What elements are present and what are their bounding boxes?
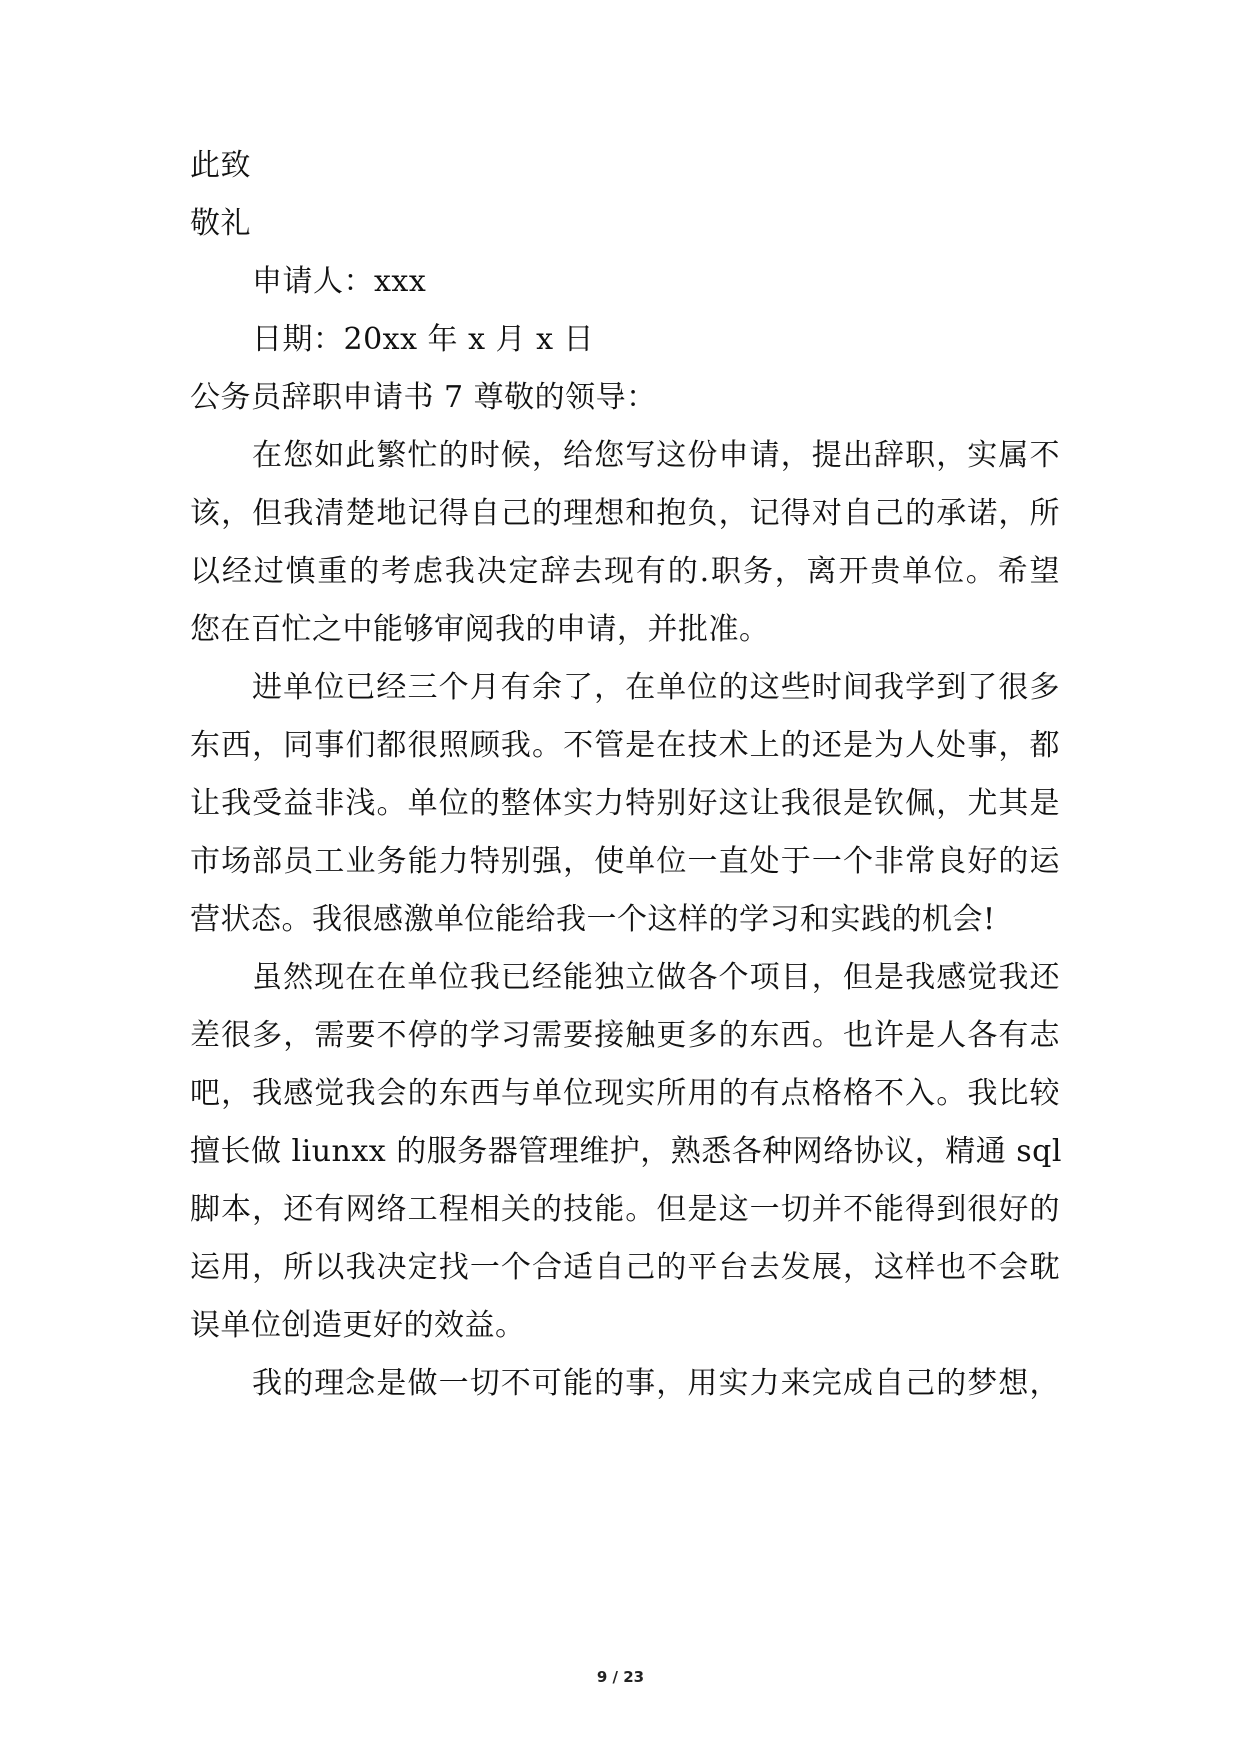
paragraph-3-line-7: 误单位创造更好的效益。 (190, 1308, 526, 1343)
paragraph-3-line-4: 擅长做 liunxx 的服务器管理维护，熟悉各种网络协议，精通 sql (190, 1134, 1062, 1169)
paragraph-3-line-2: 差很多，需要不停的学习需要接触更多的东西。也许是人各有志 (190, 1018, 1060, 1053)
salutation-cizhi: 此致 (190, 148, 251, 183)
date-line: 日期：20xx 年 x 月 x 日 (252, 322, 595, 357)
paragraph-1-line-2: 该，但我清楚地记得自己的理想和抱负，记得对自己的承诺，所 (190, 496, 1060, 531)
paragraph-2-line-1: 进单位已经三个月有余了，在单位的这些时间我学到了很多 (252, 670, 1060, 705)
page-number: 9 / 23 (596, 1668, 645, 1686)
paragraph-2-line-2: 东西，同事们都很照顾我。不管是在技术上的还是为人处事，都 (190, 728, 1060, 763)
paragraph-1-line-1: 在您如此繁忙的时候，给您写这份申请，提出辞职，实属不 (252, 438, 1060, 473)
section-heading: 公务员辞职申请书 7 尊敬的领导： (190, 380, 657, 415)
paragraph-3-line-6: 运用，所以我决定找一个合适自己的平台去发展，这样也不会耽 (190, 1250, 1060, 1285)
paragraph-3-line-1: 虽然现在在单位我已经能独立做各个项目，但是我感觉我还 (252, 960, 1060, 995)
paragraph-2-line-4: 市场部员工业务能力特别强，使单位一直处于一个非常良好的运 (190, 844, 1060, 879)
applicant-line: 申请人：xxx (252, 264, 427, 299)
paragraph-3-line-3: 吧，我感觉我会的东西与单位现实所用的有点格格不入。我比较 (190, 1076, 1060, 1111)
paragraph-1-line-4: 您在百忙之中能够审阅我的申请，并批准。 (190, 612, 770, 647)
salutation-jingli: 敬礼 (190, 206, 251, 241)
paragraph-2-line-5: 营状态。我很感激单位能给我一个这样的学习和实践的机会! (190, 902, 996, 937)
paragraph-3-line-5: 脚本，还有网络工程相关的技能。但是这一切并不能得到很好的 (190, 1192, 1060, 1227)
paragraph-4-line-1: 我的理念是做一切不可能的事，用实力来完成自己的梦想， (252, 1366, 1060, 1401)
paragraph-2-line-3: 让我受益非浅。单位的整体实力特别好这让我很是钦佩，尤其是 (190, 786, 1060, 821)
paragraph-1-line-3: 以经过慎重的考虑我决定辞去现有的.职务，离开贵单位。希望 (190, 554, 1060, 589)
